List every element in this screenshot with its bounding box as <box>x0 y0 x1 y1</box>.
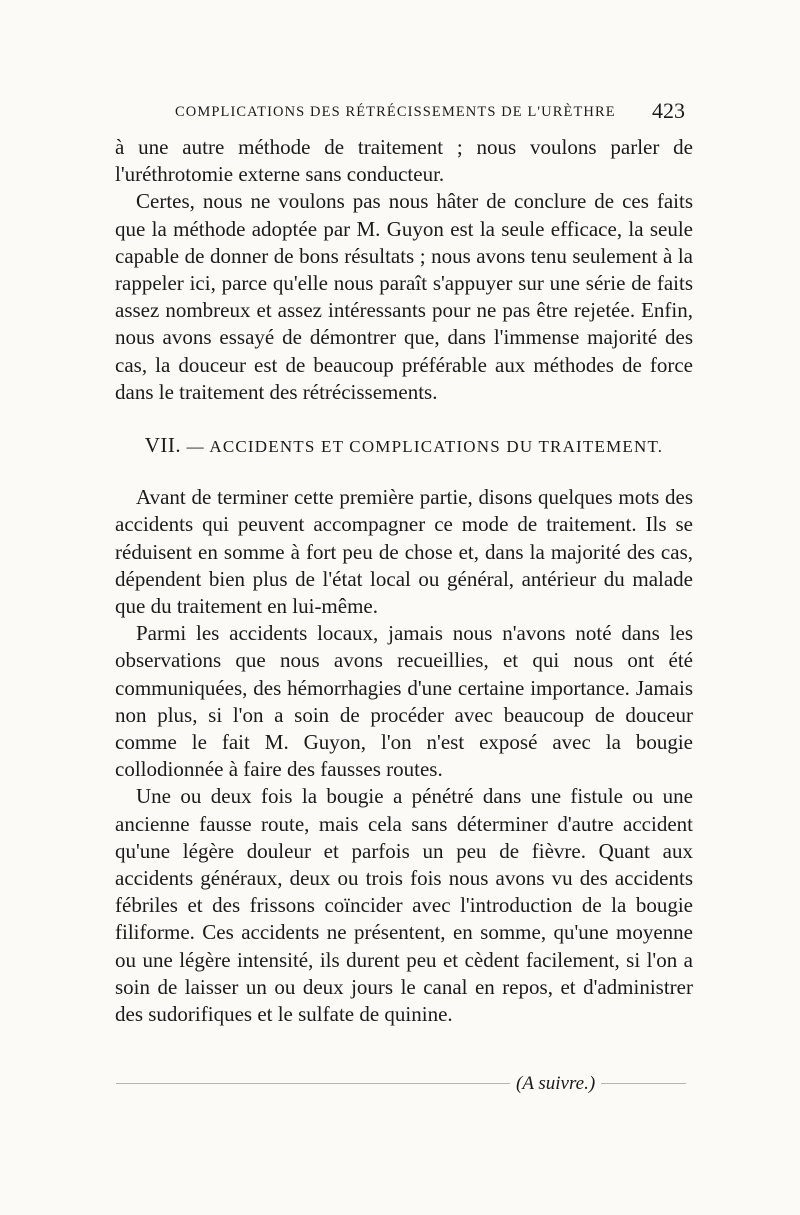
page-number: 423 <box>652 98 685 123</box>
section-heading <box>115 432 693 460</box>
paragraph-continued: à une autre méthode de traitement ; nous voulons parler de l'uréthrotomie externe sans conducteur. <box>115 135 693 187</box>
body-text <box>115 134 693 1028</box>
paragraph: Certes, nous ne voulons pas nous hâter de conclure de ces faits que la méthode adoptée par M. Guyon est la seule efficace, la seule capable de donner de bons résultats ; nous avons tenu seulement à la rappeler ici, parce qu'elle nous paraît s'appuyer sur une série de faits assez nombreux et assez intéressants pour ne pas être rejetée. Enfin, nous avons essayé de démontrer que, dans l'immense majorité des cas, la douceur est de beaucoup préférable aux méthodes de force dans le traitement des rétrécissements. <box>115 189 693 404</box>
running-head <box>175 98 685 128</box>
paragraph: Avant de terminer cette première partie, disons quelques mots des accidents qui peuvent accompagner ce mode de traitement. Ils se réduisent en somme à fort peu de chose et, dans la majorité des cas, dépendent bien plus de l'état local ou général, antérieur du malade que du traitement en lui-même. <box>115 485 693 619</box>
continuation-note: (A suivre.) <box>510 1073 601 1095</box>
section-number: VII. <box>144 433 182 458</box>
running-title: COMPLICATIONS DES RÉTRÉCISSEMENTS DE L'URÈTHRE <box>175 104 616 120</box>
paragraph: Une ou deux fois la bougie a pénétré dans une fistule ou une ancienne fausse route, mais cela sans déterminer d'autre accident qu'une légère douleur et parfois un peu de fièvre. Quant aux accidents généraux, deux ou trois fois nous avons vu des accidents fébriles et des frissons coïncider avec l'introduction de la bougie filiforme. Ces accidents ne présentent, en somme, qu'une moyenne ou une légère intensité, ils durent peu et cèdent facilement, si l'on a soin de laisser un ou deux jours le canal en repos, et d'administrer des sudorifiques et le sulfate de quinine. <box>115 784 693 1027</box>
paragraph: Parmi les accidents locaux, jamais nous n'avons noté dans les observations que nous avons recueillies, et qui nous ont été communiquées, des hémorrhagies d'une certaine importance. Jamais non plus, si l'on a soin de procéder avec beaucoup de douceur comme le fait M. Guyon, l'on n'est exposé avec la bougie collodionnée à faire des fausses routes. <box>115 621 693 782</box>
section-title: — ACCIDENTS ET COMPLICATIONS DU TRAITEMENT. <box>186 437 664 457</box>
